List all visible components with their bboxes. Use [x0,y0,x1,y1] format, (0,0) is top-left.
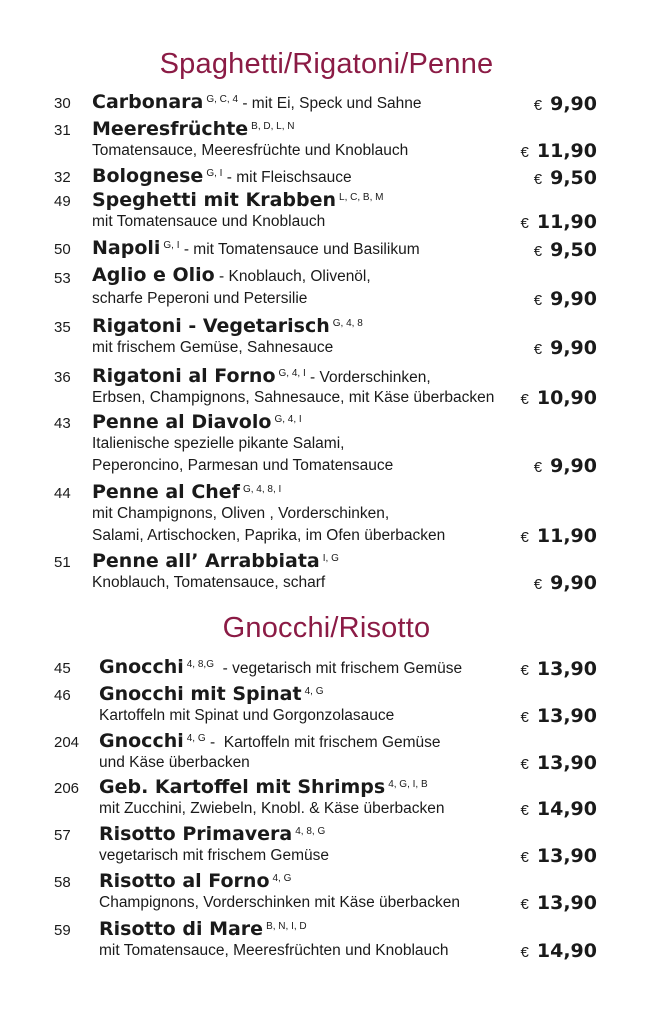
currency-symbol: € [533,459,543,476]
item-title-line [99,682,324,706]
currency-symbol: € [520,802,529,819]
item-name: Carbonara [92,91,204,113]
currency-symbol: € [533,243,543,260]
price-amount: 13,90 [536,892,597,914]
price-amount: 9,90 [550,455,597,477]
price-amount: 9,50 [550,239,597,261]
allergen-codes: G, 4, 8, I [242,484,282,495]
allergen-codes: B, D, L, N [251,121,295,132]
price-amount: 9,90 [550,288,597,310]
item-name: Gnocchi [99,656,184,678]
price-amount: 11,90 [536,525,597,547]
item-description: Knoblauch, Tomatensauce, scharf [92,574,326,591]
allergen-codes: 4, G [304,686,324,697]
item-title-line [92,364,431,388]
item-name: Gnocchi mit Spinat [99,683,302,705]
price-amount: 11,90 [536,211,597,233]
price-amount: 11,90 [536,140,597,162]
item-price [534,168,597,190]
item-description: mit frischem Gemüse, Sahnesauce [92,339,334,356]
item-name: Bolognese [92,165,204,187]
item-title-line [99,655,462,679]
item-name: Risotto al Forno [99,870,270,892]
allergen-codes: 4, G, I, B [388,779,428,790]
item-number: 31 [54,122,71,139]
currency-symbol: € [520,756,529,773]
item-description: - vegetarisch mit frischem Gemüse [214,660,463,677]
item-description: - Vorderschinken, [305,369,431,386]
allergen-codes: G, 4, 8 [332,318,363,329]
allergen-codes: 4, 8, G [295,826,326,837]
item-price [521,706,597,728]
allergen-codes: 4, G [186,733,206,744]
allergen-codes: B, N, I, D [266,921,307,932]
allergen-codes: G, 4, I [278,368,306,379]
item-number: 35 [54,319,71,336]
item-number: 204 [54,734,80,751]
item-price [521,141,597,163]
item-name: Risotto di Mare [99,918,264,940]
item-title-line [92,117,295,141]
currency-symbol: € [520,896,529,913]
item-price [534,338,597,360]
item-description: Champignons, Vorderschinken mit Käse überbacken [99,894,461,911]
item-name: Napoli [92,237,161,259]
item-price [534,573,597,595]
price-amount: 13,90 [536,658,597,680]
item-number: 59 [54,922,71,939]
item-description: - Knoblauch, Olivenöl, [214,268,371,285]
item-price [534,456,597,478]
item-price [534,240,597,262]
price-amount: 14,90 [536,940,597,962]
allergen-codes: G, I [206,168,223,179]
item-number: 44 [54,485,71,502]
item-description: Italienische spezielle pikante Salami, [92,435,345,452]
item-price [521,799,597,821]
price-amount: 13,90 [536,705,597,727]
currency-symbol: € [533,292,543,309]
currency-symbol: € [520,529,529,546]
section-title-pasta: Spaghetti/Rigatoni/Penne [159,48,494,80]
item-number: 57 [54,827,71,844]
price-amount: 9,50 [550,167,597,189]
item-price [521,388,597,410]
item-price [534,94,597,116]
item-description: - Kartoffeln mit frischem Gemüse [205,734,441,751]
item-title-line [92,188,383,212]
price-amount: 9,90 [550,337,597,359]
allergen-codes: 4, G [272,873,292,884]
item-description: mit Tomatensauce und Knoblauch [92,213,326,230]
item-number: 45 [54,660,71,677]
item-price [534,289,597,311]
currency-symbol: € [520,391,529,408]
item-title-line [92,549,339,573]
item-price [521,893,597,915]
item-title-line [92,164,352,188]
item-description: scharfe Peperoni und Petersilie [92,290,308,307]
price-amount: 9,90 [550,93,597,115]
item-title-line [99,729,441,753]
price-amount: 10,90 [536,387,597,409]
item-price [521,212,597,234]
item-number: 51 [54,554,71,571]
price-amount: 13,90 [536,845,597,867]
price-amount: 14,90 [536,798,597,820]
item-number: 58 [54,874,71,891]
item-number: 43 [54,415,71,432]
item-name: Penne al Chef [92,481,240,503]
item-title-line [99,822,325,846]
currency-symbol: € [520,849,529,866]
allergen-codes: 4, 8,G [186,659,214,670]
item-name: Gnocchi [99,730,184,752]
item-description: mit Tomatensauce, Meeresfrüchten und Knoblauch [99,942,449,959]
item-description: mit Zucchini, Zwiebeln, Knobl. & Käse überbacken [99,800,445,817]
item-price [521,753,597,775]
item-number: 53 [54,270,71,287]
item-name: Penne all’ Arrabbiata [92,550,320,572]
allergen-codes: L, C, B, M [339,192,384,203]
item-price [521,659,597,681]
item-number: 49 [54,193,71,210]
currency-symbol: € [520,944,529,961]
allergen-codes: G, C, 4 [206,94,239,105]
item-name: Aglio e Olio [92,264,215,286]
item-description: - mit Ei, Speck und Sahne [238,95,422,112]
item-description: Tomatensauce, Meeresfrüchte und Knoblauch [92,142,409,159]
item-description: - mit Tomatensauce und Basilikum [179,241,420,258]
allergen-codes: G, I [163,240,180,251]
currency-symbol: € [520,709,529,726]
item-title-line [92,314,363,338]
currency-symbol: € [533,97,543,114]
item-description: vegetarisch mit frischem Gemüse [99,847,329,864]
item-description: Peperoncino, Parmesan und Tomatensauce [92,457,394,474]
item-price [521,846,597,868]
currency-symbol: € [520,662,529,679]
currency-symbol: € [520,215,529,232]
allergen-codes: G, 4, I [274,414,302,425]
item-name: Penne al Diavolo [92,411,272,433]
item-description: mit Champignons, Oliven , Vorderschinken, [92,505,390,522]
item-title-line [99,869,291,893]
item-price [521,526,597,548]
item-name: Speghetti mit Krabben [92,189,337,211]
item-number: 30 [54,95,71,112]
currency-symbol: € [533,576,543,593]
item-title-line [99,775,428,799]
item-name: Meeresfrüchte [92,118,249,140]
item-description: Salami, Artischocken, Paprika, im Ofen überbacken [92,527,446,544]
item-title-line [92,410,302,434]
price-amount: 9,90 [550,572,597,594]
item-price [521,941,597,963]
item-title-line [92,480,281,504]
item-number: 50 [54,241,71,258]
item-name: Risotto Primavera [99,823,293,845]
item-description: und Käse überbacken [99,754,250,771]
item-description: - mit Fleischsauce [222,169,352,186]
currency-symbol: € [533,341,543,358]
item-title-line [92,265,371,287]
price-amount: 13,90 [536,752,597,774]
item-number: 206 [54,780,80,797]
item-title-line [92,90,422,114]
currency-symbol: € [533,171,543,188]
section-title-gnocchi-risotto: Gnocchi/Risotto [222,612,431,644]
item-number: 32 [54,169,71,186]
item-name: Rigatoni al Forno [92,365,276,387]
item-name: Geb. Kartoffel mit Shrimps [99,776,386,798]
item-description: Kartoffeln mit Spinat und Gorgonzolasauce [99,707,395,724]
item-title-line [99,917,307,941]
allergen-codes: I, G [322,553,339,564]
item-number: 46 [54,687,71,704]
item-description: Erbsen, Champignons, Sahnesauce, mit Käse überbacken [92,389,495,406]
item-title-line [92,236,420,260]
currency-symbol: € [520,144,529,161]
item-number: 36 [54,369,71,386]
item-name: Rigatoni - Vegetarisch [92,315,330,337]
